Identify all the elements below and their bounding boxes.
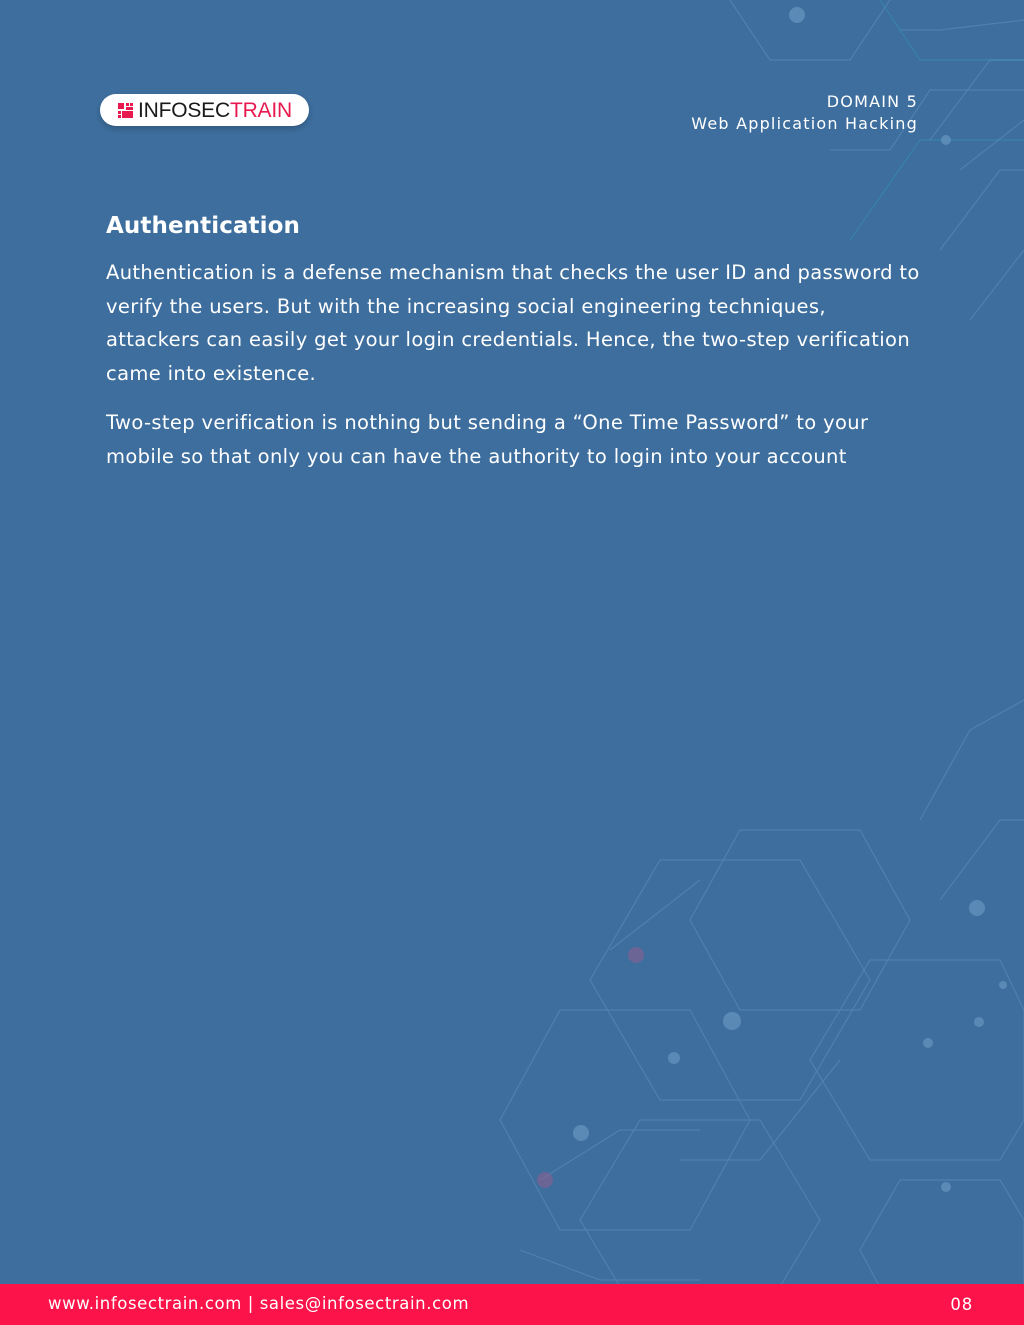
infosectrain-logo-mark-icon [118, 103, 133, 118]
page-number: 08 [950, 1295, 973, 1314]
infosectrain-logo [100, 94, 309, 126]
logo-wordmark-train: TRAIN [229, 98, 292, 122]
footer-contact: www.infosectrain.com | sales@infosectrain.com [48, 1294, 470, 1313]
paragraph-authentication-definition: Authentication is a defense mechanism that checks the user ID and password to verify the users. But with the increasing social engineering techniques, attackers can easily get your login credentials. Hence, the two-step verification came into existence. [106, 261, 920, 385]
logo-wordmark-infosec: INFOSEC [138, 98, 230, 122]
domain-header [691, 91, 918, 135]
main-content [106, 208, 926, 473]
domain-title: Web Application Hacking [691, 114, 918, 133]
footer-bar [0, 1284, 1024, 1325]
logo-wordmark [138, 100, 292, 121]
paragraph-two-step-verification: Two-step verification is nothing but sending a “One Time Password” to your mobile so that only you can have the authority to login into your account [106, 411, 869, 468]
domain-label: DOMAIN 5 [826, 92, 918, 111]
section-heading: Authentication [106, 213, 301, 239]
